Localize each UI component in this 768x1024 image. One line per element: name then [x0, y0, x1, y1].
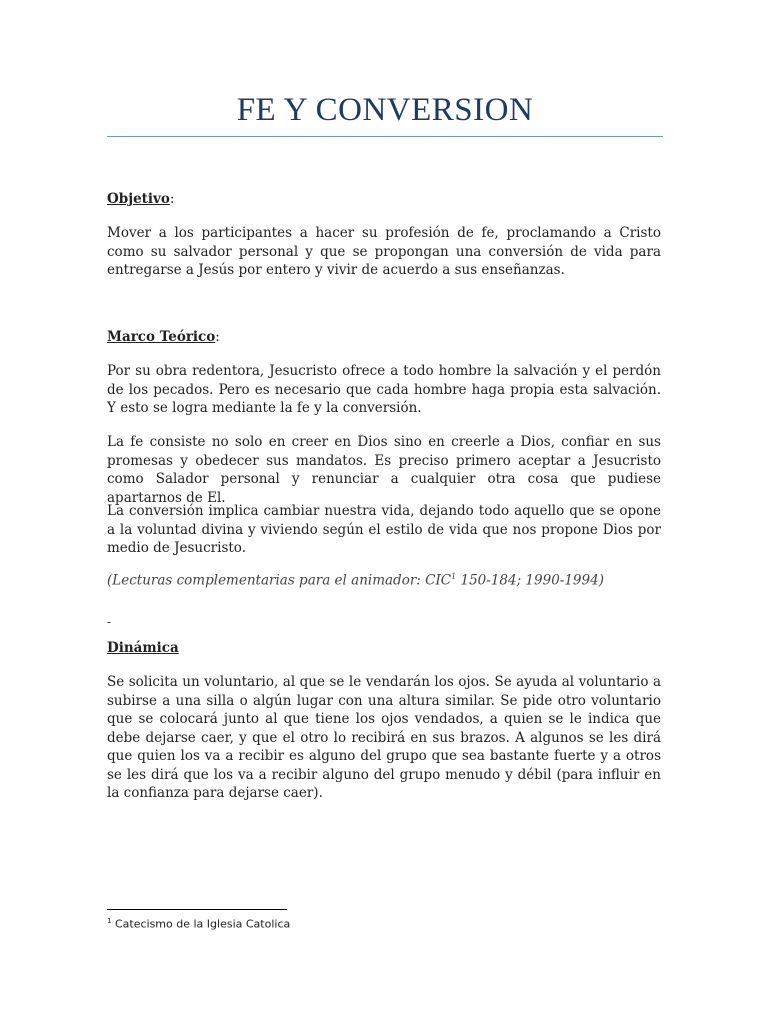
footnote: [107, 917, 290, 931]
objetivo-heading-text: Objetivo: [107, 191, 170, 207]
note-text-start: (Lecturas complementarias para el animador: CIC: [107, 572, 452, 589]
marco-teorico-heading: [107, 329, 220, 345]
marco-teorico-heading-text: Marco Teórico: [107, 329, 216, 345]
objetivo-paragraph: Mover a los participantes a hacer su profesión de fe, proclamando a Cristo como su salvador personal y que se propongan una conversión de vida para entregarse a Jesús por entero y vivir de acuerdo a sus enseñanzas.: [107, 225, 661, 278]
note-text-end: 150-184; 1990-1994): [456, 572, 604, 589]
footnote-separator: [107, 909, 287, 910]
marco-paragraph-2: La fe consiste no solo en creer en Dios sino en creerle a Dios, confiar en sus promesas y obedecer sus mandatos. Es preciso primero aceptar a Jesucristo como Salador personal y renunciar a cualquier otra cosa que pudiese apartarnos de El.: [107, 434, 661, 506]
footnote-reference: 1: [451, 572, 457, 581]
lecturas-note: [107, 572, 604, 589]
marco-paragraph-1: Por su obra redentora, Jesucristo ofrece a todo hombre la salvación y el perdón de los pecados. Pero es necesario que cada hombre haga propia esta salvación. Y esto se logra mediante la fe y la conversión.: [107, 363, 661, 416]
objetivo-heading: [107, 191, 174, 207]
dash-marker: -: [107, 615, 112, 629]
marco-paragraph-3: La conversión implica cambiar nuestra vida, dejando todo aquello que se opone a la voluntad divina y viviendo según el estilo de vida que nos propone Dios por medio de Jesucristo.: [107, 503, 661, 556]
footnote-text: Catecismo de la Iglesia Catolica: [114, 917, 291, 931]
dinamica-heading-text: Dinámica: [107, 640, 179, 656]
footnote-number: 1: [107, 917, 112, 925]
dinamica-paragraph: Se solicita un voluntario, al que se le vendarán los ojos. Se ayuda al voluntario a subirse a una silla o algún lugar con una altura similar. Se pide otro voluntario que se colocará junto al que tiene los ojos vendados, a quien se le indica que debe dejarse caer, y que el otro lo recibirá en sus brazos. A algunos se les dirá que quien los va a recibir es alguno del grupo que sea bastante fuerte y a otros se les dirá que los va a recibir alguno del grupo menudo y débil (para influir en la confianza para dejarse caer).: [107, 674, 661, 801]
document-title: FE Y CONVERSION: [236, 92, 534, 128]
dinamica-heading: [107, 640, 179, 656]
heading-colon: :: [215, 329, 220, 345]
heading-colon: :: [169, 191, 175, 207]
title-underline: [107, 136, 663, 137]
